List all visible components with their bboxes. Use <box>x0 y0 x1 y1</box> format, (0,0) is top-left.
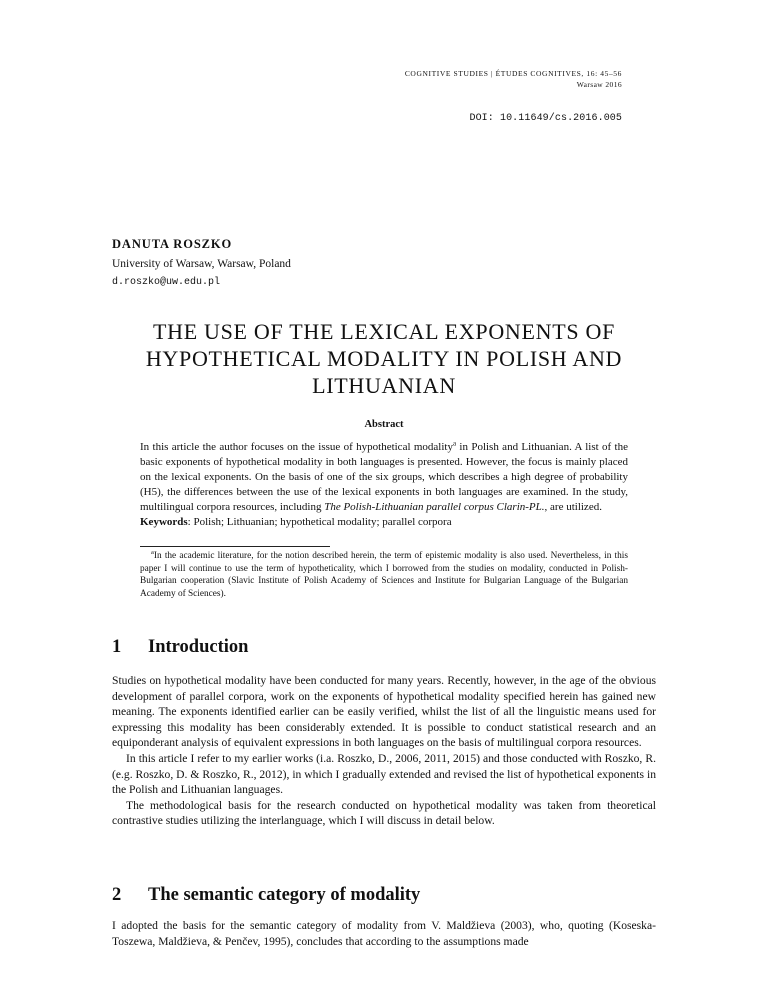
title-line: LITHUANIAN <box>312 373 456 398</box>
section-heading-introduction <box>112 637 248 658</box>
corpus-name: The Polish-Lithuanian parallel corpus Clarin-PL. <box>324 501 545 513</box>
title-line: THE USE OF THE LEXICAL EXPONENTS OF <box>152 319 616 344</box>
keywords-line <box>140 515 628 530</box>
paragraph: Studies on hypothetical modality have been conducted for many years. Recently, however, in the age of the obvious development of parallel corpora, work on the exponents of hypothetical modality specified herein has gained new meaning. The exponents identified earlier can be easily verified, whilst the list of all the linguistic means used for expressing this modality has been considerably extended. It is possible to conduct statistical research and an equiponderant analysis of equivalent expressions in both languages on the basis of multilingual corpora resources. <box>112 674 656 750</box>
journal-header <box>405 68 622 90</box>
author-affiliation: University of Warsaw, Warsaw, Poland <box>112 258 291 270</box>
title-line: HYPOTHETICAL MODALITY IN POLISH AND <box>145 346 623 371</box>
author-name: DANUTA ROSZKO <box>112 237 233 251</box>
footnote-divider <box>140 546 330 547</box>
footnote-mark: a <box>151 548 154 556</box>
modality-section-body <box>112 918 656 949</box>
abstract-text <box>140 440 628 530</box>
abstract-heading: Abstract <box>364 419 404 430</box>
abstract-text-part: , are utilized. <box>544 501 602 513</box>
doi-link[interactable]: DOI: 10.11649/cs.2016.005 <box>469 113 622 124</box>
abstract-text-part: In this article the author focuses on the issue of hypothetical modality <box>140 441 453 453</box>
footnote-marker[interactable]: a <box>452 439 457 448</box>
journal-citation: COGNITIVE STUDIES | ÉTUDES COGNITIVES, 16: 45–56 <box>404 69 622 78</box>
section-number: 1 <box>112 637 122 657</box>
paragraph: The methodological basis for the research conducted on hypothetical modality was taken from theoretical contrastive studies utilizing the interlanguage, which I will discuss in detail below. <box>112 798 656 828</box>
footnote-text: In the academic literature, for the notion described herein, the term of epistemic modality is also used. Nevertheless, in this paper I will continue to use the term of hypotheticality, which I borrowed from the studies on modality, conducted in Polish-Bulgarian cooperation (Slavic Institute of Polish Academy of Sciences and Institute for Bulgarian Language of the Bulgarian Academy of Sciences). <box>140 551 628 599</box>
footnote <box>140 550 628 600</box>
abstract-text-part: in Polish and Lithuanian. A list of the basic exponents of hypothetical modality in both languages is presented. However, the focus is mainly placed on the lexical exponents. On the basis of one of the six groups, which describes a high degree of probability (H5), the differences between the use of the lexical exponents in both languages are examined. In the study, multilingual corpora resources, including <box>140 441 628 513</box>
section-number: 2 <box>112 885 122 905</box>
introduction-body <box>112 673 656 829</box>
journal-location-year: Warsaw 2016 <box>576 80 622 89</box>
paragraph: I adopted the basis for the semantic category of modality from V. Maldžieva (2003), who, quoting (Koseska-Toszewa, Maldžieva, & Penčev, 1995), concludes that according to the assumptions made <box>112 919 656 948</box>
author-email[interactable]: d.roszko@uw.edu.pl <box>112 277 221 288</box>
paragraph: In this article I refer to my earlier works (i.a. Roszko, D., 2006, 2011, 2015) and those conducted with Roszko, R. (e.g. Roszko, D. & Roszko, R., 2012), in which I gradually extended and revised the list of hypothetical exponents in the Polish and Lithuanian languages. <box>112 751 656 797</box>
section-heading-modality <box>112 885 420 906</box>
paper-title <box>112 318 656 399</box>
section-title: The semantic category of modality <box>148 885 421 905</box>
keywords-label: Keywords <box>140 516 188 528</box>
section-title: Introduction <box>148 637 249 657</box>
keywords-list: : Polish; Lithuanian; hypothetical modality; parallel corpora <box>187 516 452 528</box>
